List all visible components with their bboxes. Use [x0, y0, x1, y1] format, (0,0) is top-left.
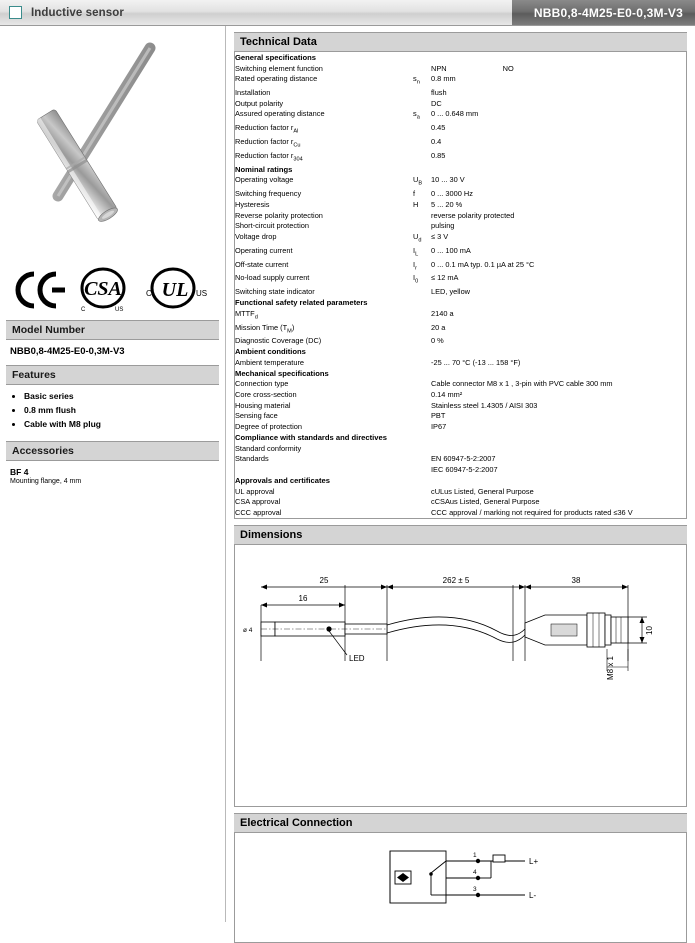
svg-text:UL: UL [161, 279, 189, 301]
spec-symbol [413, 379, 431, 390]
electrical-connection-title: Electrical Connection [234, 813, 687, 833]
spec-value: 10 ... 30 V [431, 175, 465, 185]
spec-symbol [413, 322, 431, 336]
spec-label: CCC approval [235, 507, 282, 517]
spec-value: pulsing [431, 221, 455, 231]
spec-symbol [413, 497, 431, 508]
spec-row [235, 421, 686, 432]
spec-label: Short-circuit protection [235, 221, 309, 231]
spec-symbol: $s_n$ [413, 74, 420, 86]
spec-group-label: Ambient conditions [235, 346, 306, 356]
spec-label: Degree of protection [235, 422, 302, 432]
product-color-swatch [9, 6, 22, 19]
accessory-code: BF 4 [10, 467, 29, 477]
spec-symbol [413, 287, 431, 298]
dim-10: 10 [645, 625, 654, 635]
spec-value: ≤ 12 mA [431, 273, 459, 283]
spec-symbol [413, 390, 431, 401]
accessories-block [0, 461, 225, 493]
spec-group-label: General specifications [235, 52, 317, 62]
spec-value: flush [431, 87, 447, 97]
spec-value: IP67 [431, 422, 447, 432]
spec-row [235, 231, 686, 245]
spec-label: Output polarity [235, 98, 284, 108]
spec-label: CSA approval [235, 497, 281, 507]
spec-label: Hysteresis [235, 199, 270, 209]
spec-symbol [413, 454, 431, 465]
csa-mark [81, 269, 124, 313]
dimensions-drawing [234, 545, 687, 807]
spec-row [235, 411, 686, 422]
svg-text:CSA: CSA [84, 278, 122, 300]
spec-label: Operating voltage [235, 175, 294, 185]
spec-value: 0.14 mm² [431, 390, 463, 400]
spec-row [235, 464, 686, 475]
spec-value: EN 60947-5-2:2007 [431, 454, 496, 464]
spec-row [235, 379, 686, 390]
spec-value: -25 ... 70 °C (-13 ... 158 °F) [431, 357, 521, 367]
spec-label: Connection type [235, 379, 289, 389]
spec-row [235, 189, 686, 200]
spec-row [235, 123, 686, 137]
spec-symbol [413, 411, 431, 422]
spec-symbol [413, 98, 431, 109]
left-column [0, 26, 226, 922]
spec-row [235, 210, 686, 221]
spec-symbol [413, 210, 431, 221]
spec-value: 2140 a [431, 308, 454, 318]
spec-symbol [413, 123, 431, 137]
technical-data-title: Technical Data [234, 32, 687, 52]
spec-row [235, 336, 686, 347]
spec-row [235, 259, 686, 273]
spec-symbol: $U_d$ [413, 231, 422, 244]
spec-symbol [413, 400, 431, 411]
spec-symbol [413, 357, 431, 368]
certification-marks [0, 258, 225, 320]
spec-row [235, 273, 686, 287]
spec-value: 0.4 [431, 136, 442, 146]
pin-3: 3 [473, 885, 477, 893]
spec-symbol: $I_r$ [413, 259, 417, 271]
features-heading: Features [6, 365, 219, 385]
spec-symbol: H [413, 199, 419, 209]
spec-group-row [235, 52, 686, 63]
spec-row [235, 507, 686, 518]
spec-row [235, 87, 686, 98]
spec-label: Standards [235, 454, 269, 464]
spec-value: 5 ... 20 % [431, 199, 463, 209]
ce-mark [18, 274, 65, 306]
spec-row [235, 98, 686, 109]
spec-label: Diagnostic Coverage (DC) [235, 336, 322, 346]
page-title: Inductive sensor [31, 6, 124, 19]
dimensions-title: Dimensions [234, 525, 687, 545]
product-photo [0, 26, 225, 256]
spec-value: 0 % [431, 336, 444, 346]
spec-label: Reduction factor $r_{Al}$ [235, 123, 299, 135]
spec-symbol [413, 308, 431, 322]
spec-symbol: $I_0$ [413, 273, 419, 285]
spec-symbol [413, 87, 431, 98]
spec-label: Standard conformity [235, 443, 302, 453]
dim-262: 262 ± 5 [442, 575, 470, 585]
spec-group-label: Approvals and certificates [235, 475, 330, 485]
spec-label: Operating current [235, 245, 293, 255]
part-number-banner: NBB0,8-4M25-E0-0,3M-V3 [512, 0, 695, 25]
spec-row [235, 74, 686, 88]
spec-group-label: Nominal ratings [235, 164, 293, 174]
spec-group-row [235, 297, 686, 308]
spec-symbol [413, 150, 431, 164]
spec-value: 0 ... 0.648 mm [431, 109, 479, 119]
technical-data-table [234, 52, 687, 519]
spec-row [235, 497, 686, 508]
spec-label: Reduction factor $r_{304}$ [235, 150, 303, 163]
spec-value: CCC approval / marking not required for products rated ≤36 V [431, 507, 633, 517]
spec-value: 0.85 [431, 150, 446, 160]
spec-label: Mission Time $(T_M)$ [235, 322, 295, 334]
svg-text:C: C [81, 307, 86, 313]
page-body [0, 26, 695, 922]
spec-label: Voltage drop [235, 231, 277, 241]
spec-value: LED, yellow [431, 287, 471, 297]
spec-value: cCSAus Listed, General Purpose [431, 497, 540, 507]
spec-label: Rated operating distance [235, 74, 318, 84]
dim-led: LED [349, 653, 365, 663]
spec-row [235, 443, 686, 454]
model-number-value: NBB0,8-4M25-E0-0,3M-V3 [10, 346, 125, 357]
spec-label: Installation [235, 87, 271, 97]
spec-row [235, 245, 686, 259]
feature-item: • 0.8 mm flush [24, 405, 215, 415]
spec-value: 0 ... 0.1 mA typ. 0.1 µA at 25 °C [431, 259, 535, 269]
spec-symbol [413, 63, 431, 74]
spec-group-row [235, 346, 686, 357]
spec-row [235, 454, 686, 465]
spec-row [235, 221, 686, 232]
spec-value: 0 ... 3000 Hz [431, 189, 473, 199]
spec-label: Assured operating distance [235, 109, 325, 119]
spec-symbol [413, 136, 431, 150]
feature-item: • Cable with M8 plug [24, 419, 215, 429]
accessory-description: Mounting flange, 4 mm [10, 478, 82, 485]
dim-thread: M8 x 1 [606, 655, 615, 680]
spec-label: Sensing face [235, 411, 278, 421]
spec-group-label: Functional safety related parameters [235, 297, 368, 307]
spec-row [235, 63, 686, 74]
spec-symbol [413, 443, 431, 454]
spec-value: IEC 60947-5-2:2007 [431, 464, 498, 474]
spec-group-label: Compliance with standards and directives [235, 432, 387, 442]
spec-label: No-load supply current [235, 273, 310, 283]
spec-value: NPN NO [431, 63, 514, 73]
spec-value: 0.45 [431, 123, 446, 133]
spec-group-row [235, 475, 686, 486]
dim-38: 38 [571, 575, 581, 585]
svg-text:US: US [115, 307, 124, 313]
spec-row [235, 390, 686, 401]
svg-text:US: US [196, 289, 208, 298]
spec-row [235, 175, 686, 189]
model-number-block [0, 340, 225, 365]
spec-row [235, 308, 686, 322]
spec-label [235, 464, 413, 475]
spec-row [235, 287, 686, 298]
spec-label: Reduction factor $r_{Cu}$ [235, 136, 301, 149]
spec-group-row [235, 432, 686, 443]
dim-diameter: ø 4 [243, 626, 253, 634]
spec-symbol: f [413, 189, 416, 199]
spec-value: Cable connector M8 x 1 , 3-pin with PVC cable 300 mm [431, 379, 613, 389]
feature-item: • Basic series [24, 391, 215, 401]
spec-row [235, 199, 686, 210]
right-column [226, 26, 695, 922]
spec-label: UL approval [235, 486, 275, 496]
spec-value: DC [431, 98, 442, 108]
spec-row [235, 150, 686, 164]
spec-label: Housing material [235, 400, 291, 410]
model-number-heading: Model Number [6, 320, 219, 340]
spec-row [235, 486, 686, 497]
spec-group-label: Mechanical specifications [235, 368, 329, 378]
spec-label: Switching frequency [235, 189, 302, 199]
pin-4: 4 [473, 868, 477, 876]
spec-symbol [413, 421, 431, 432]
spec-label: Switching state indicator [235, 287, 315, 297]
spec-value: Stainless steel 1.4305 / AISI 303 [431, 400, 538, 410]
spec-value: ≤ 3 V [431, 231, 449, 241]
dim-25: 25 [319, 575, 329, 585]
spec-row [235, 357, 686, 368]
spec-value: 0 ... 100 mA [431, 245, 471, 255]
spec-value: 0.8 mm [431, 74, 456, 84]
spec-symbol [413, 507, 431, 518]
spec-value: reverse polarity protected [431, 210, 515, 220]
accessories-heading: Accessories [6, 441, 219, 461]
spec-symbol [413, 464, 431, 475]
spec-group-row [235, 164, 686, 175]
spec-symbol [413, 486, 431, 497]
features-block [0, 385, 225, 441]
spec-symbol: $s_a$ [413, 109, 420, 121]
pin-1: 1 [473, 851, 477, 859]
dim-16: 16 [298, 593, 308, 603]
spec-label: $MTTF_d$ [235, 308, 258, 321]
spec-row [235, 109, 686, 123]
spec-value: PBT [431, 411, 446, 421]
spec-label: Switching element function [235, 63, 323, 73]
spec-label: Ambient temperature [235, 357, 305, 367]
spec-group-row [235, 368, 686, 379]
terminal-l-plus: L+ [529, 856, 539, 866]
spec-value [431, 443, 686, 454]
spec-row [235, 322, 686, 336]
page-header [0, 0, 695, 26]
spec-symbol: $U_B$ [413, 175, 423, 187]
terminal-l-minus: L- [529, 890, 537, 900]
spec-value: 20 a [431, 322, 446, 332]
spec-value: cULus Listed, General Purpose [431, 486, 534, 496]
spec-symbol [413, 336, 431, 347]
electrical-connection-diagram [234, 833, 687, 943]
spec-row [235, 400, 686, 411]
svg-text:C: C [146, 289, 152, 298]
ul-mark [146, 269, 207, 307]
spec-symbol [413, 221, 431, 232]
spec-label: Reverse polarity protection [235, 210, 323, 220]
spec-label: Off-state current [235, 259, 289, 269]
spec-row [235, 136, 686, 150]
spec-symbol: $I_L$ [413, 245, 419, 258]
spec-label: Core cross-section [235, 390, 297, 400]
